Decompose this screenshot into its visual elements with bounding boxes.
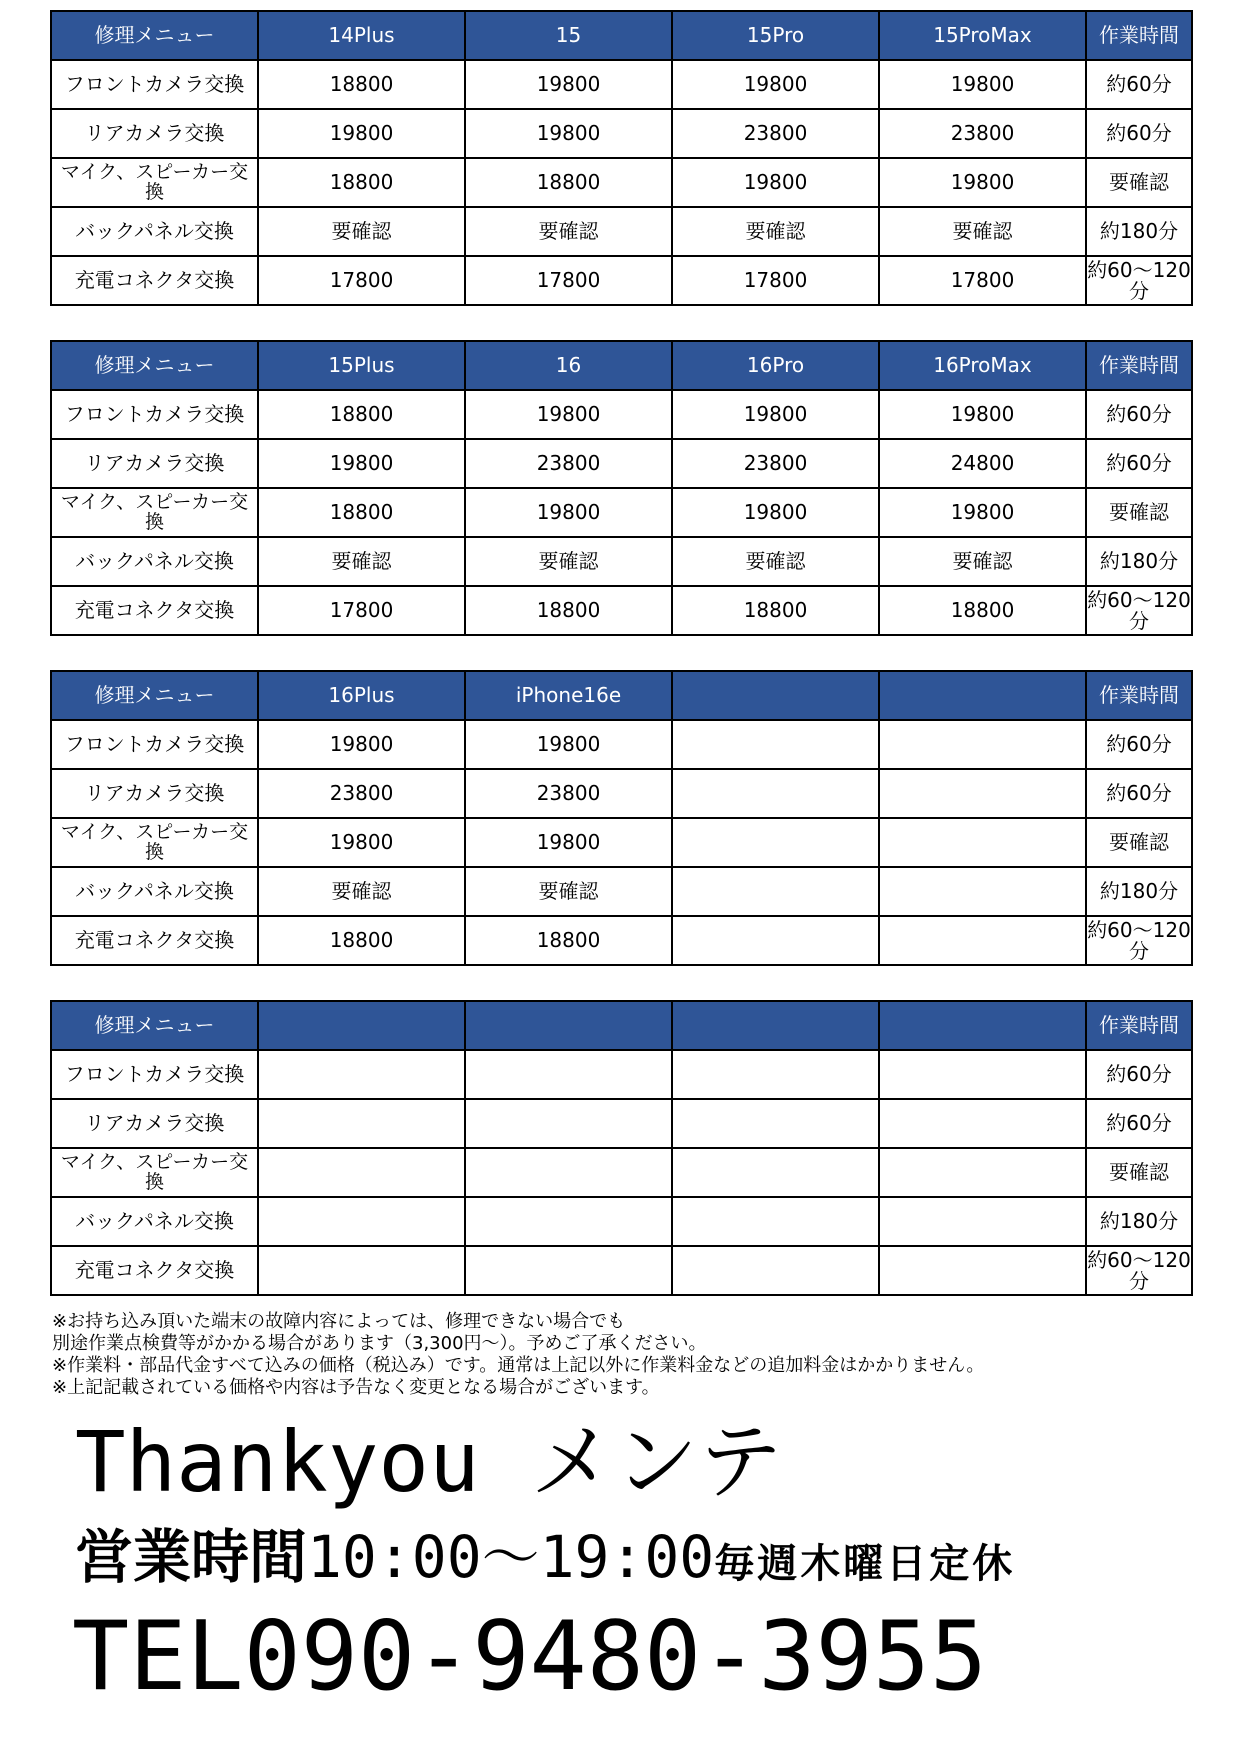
table-row	[51, 109, 1192, 158]
price-cell	[672, 720, 879, 769]
price-cell	[672, 1050, 879, 1099]
header-menu: 修理メニュー	[51, 671, 258, 720]
header-model	[465, 1001, 672, 1050]
price-cell: 23800	[465, 769, 672, 818]
price-cell: 23800	[879, 109, 1086, 158]
price-cell: 19800	[465, 720, 672, 769]
time-cell: 約60～120分	[1086, 586, 1192, 635]
price-cell: 要確認	[465, 207, 672, 256]
table-row	[51, 769, 1192, 818]
header-model	[672, 671, 879, 720]
menu-name-cell: 充電コネクタ交換	[51, 1246, 258, 1295]
time-cell: 要確認	[1086, 488, 1192, 537]
price-cell: 19800	[258, 439, 465, 488]
price-cell: 18800	[258, 488, 465, 537]
price-table-2	[50, 340, 1193, 636]
menu-name-cell: 充電コネクタ交換	[51, 256, 258, 305]
price-cell: 19800	[258, 109, 465, 158]
price-cell: 19800	[672, 158, 879, 207]
price-cell: 19800	[879, 158, 1086, 207]
price-cell: 19800	[879, 488, 1086, 537]
time-cell: 約60～120分	[1086, 256, 1192, 305]
table-row	[51, 1148, 1192, 1197]
price-cell: 19800	[465, 60, 672, 109]
menu-name-cell: リアカメラ交換	[51, 769, 258, 818]
price-cell	[672, 1148, 879, 1197]
price-cell: 17800	[258, 256, 465, 305]
price-cell	[672, 1246, 879, 1295]
header-model	[879, 671, 1086, 720]
header-model: 15Pro	[672, 11, 879, 60]
time-cell: 要確認	[1086, 1148, 1192, 1197]
price-cell	[672, 916, 879, 965]
table-header-row	[51, 671, 1192, 720]
price-cell: 19800	[879, 60, 1086, 109]
price-cell: 19800	[465, 818, 672, 867]
note-line: ※お持ち込み頂いた端末の故障内容によっては、修理できない場合でも	[52, 1311, 626, 1332]
price-cell: 19800	[672, 488, 879, 537]
header-time: 作業時間	[1086, 11, 1192, 60]
price-cell: 23800	[672, 439, 879, 488]
menu-name-cell: フロントカメラ交換	[51, 720, 258, 769]
price-cell	[672, 1197, 879, 1246]
table-row	[51, 1246, 1192, 1295]
phone-number[interactable]: TEL090-9480-3955	[72, 1602, 988, 1712]
time-cell: 約60分	[1086, 1099, 1192, 1148]
price-cell: 要確認	[879, 537, 1086, 586]
time-cell: 約60分	[1086, 439, 1192, 488]
time-cell: 約60～120分	[1086, 916, 1192, 965]
price-cell	[465, 1050, 672, 1099]
note-line: 別途作業点検費等がかかる場合があります（3,300円～）。予めご了承ください。	[52, 1333, 707, 1354]
price-cell	[672, 1099, 879, 1148]
menu-name-cell: バックパネル交換	[51, 207, 258, 256]
header-model: 16Pro	[672, 341, 879, 390]
price-cell	[465, 1246, 672, 1295]
table-row	[51, 916, 1192, 965]
header-time: 作業時間	[1086, 341, 1192, 390]
hours-label: 営業時間	[75, 1523, 308, 1591]
table-row	[51, 390, 1192, 439]
price-cell: 18800	[465, 586, 672, 635]
table-header-row	[51, 341, 1192, 390]
holiday-note: 毎週木曜日定休	[714, 1541, 1016, 1587]
menu-name-cell: リアカメラ交換	[51, 439, 258, 488]
menu-name-cell: フロントカメラ交換	[51, 1050, 258, 1099]
price-cell	[258, 1246, 465, 1295]
table-row	[51, 439, 1192, 488]
header-model: 16Plus	[258, 671, 465, 720]
price-cell: 18800	[672, 586, 879, 635]
header-model: 14Plus	[258, 11, 465, 60]
price-cell	[258, 1197, 465, 1246]
price-cell	[672, 818, 879, 867]
price-cell: 19800	[879, 390, 1086, 439]
menu-name-cell: バックパネル交換	[51, 1197, 258, 1246]
menu-name-cell: マイク、スピーカー交換	[51, 818, 258, 867]
table-header-row	[51, 11, 1192, 60]
hours-range: 10:00～19:00	[307, 1523, 715, 1591]
price-table-3	[50, 670, 1193, 966]
price-cell: 18800	[465, 916, 672, 965]
time-cell: 要確認	[1086, 818, 1192, 867]
price-cell: 24800	[879, 439, 1086, 488]
price-cell	[258, 1050, 465, 1099]
time-cell: 約60分	[1086, 1050, 1192, 1099]
time-cell: 要確認	[1086, 158, 1192, 207]
price-cell	[879, 818, 1086, 867]
header-menu: 修理メニュー	[51, 1001, 258, 1050]
table-row	[51, 488, 1192, 537]
menu-name-cell: バックパネル交換	[51, 537, 258, 586]
price-cell: 23800	[258, 769, 465, 818]
price-cell: 23800	[672, 109, 879, 158]
price-cell: 19800	[672, 60, 879, 109]
price-cell: 要確認	[258, 207, 465, 256]
price-cell: 18800	[465, 158, 672, 207]
menu-name-cell: リアカメラ交換	[51, 109, 258, 158]
header-time: 作業時間	[1086, 1001, 1192, 1050]
price-cell	[879, 1246, 1086, 1295]
header-menu: 修理メニュー	[51, 11, 258, 60]
price-cell	[672, 769, 879, 818]
price-cell	[258, 1148, 465, 1197]
price-cell	[879, 867, 1086, 916]
time-cell: 約180分	[1086, 207, 1192, 256]
menu-name-cell: 充電コネクタ交換	[51, 586, 258, 635]
price-cell: 17800	[465, 256, 672, 305]
table-row	[51, 1197, 1192, 1246]
price-cell	[879, 769, 1086, 818]
price-cell: 18800	[879, 586, 1086, 635]
price-cell: 18800	[258, 60, 465, 109]
price-cell: 要確認	[465, 867, 672, 916]
price-cell: 19800	[672, 390, 879, 439]
time-cell: 約60～120分	[1086, 1246, 1192, 1295]
table-row	[51, 1099, 1192, 1148]
header-model	[672, 1001, 879, 1050]
header-time: 作業時間	[1086, 671, 1192, 720]
price-cell: 18800	[258, 916, 465, 965]
price-cell	[879, 1197, 1086, 1246]
price-cell: 19800	[258, 818, 465, 867]
menu-name-cell: バックパネル交換	[51, 867, 258, 916]
header-model	[258, 1001, 465, 1050]
note-line: ※作業料・部品代金すべて込みの価格（税込み）です。通常は上記以外に作業料金などの追加料金はかかりません。	[52, 1355, 985, 1376]
time-cell: 約60分	[1086, 390, 1192, 439]
table-row	[51, 818, 1192, 867]
price-cell: 19800	[465, 488, 672, 537]
menu-name-cell: フロントカメラ交換	[51, 60, 258, 109]
note-line: ※上記記載されている価格や内容は予告なく変更となる場合がございます。	[52, 1377, 660, 1398]
price-cell: 要確認	[672, 207, 879, 256]
header-model: 15Plus	[258, 341, 465, 390]
menu-name-cell: リアカメラ交換	[51, 1099, 258, 1148]
menu-name-cell: マイク、スピーカー交換	[51, 1148, 258, 1197]
price-cell: 23800	[465, 439, 672, 488]
time-cell: 約180分	[1086, 537, 1192, 586]
header-model: iPhone16e	[465, 671, 672, 720]
menu-name-cell: マイク、スピーカー交換	[51, 158, 258, 207]
price-cell	[465, 1099, 672, 1148]
price-cell	[879, 720, 1086, 769]
price-cell: 要確認	[465, 537, 672, 586]
menu-name-cell: フロントカメラ交換	[51, 390, 258, 439]
time-cell: 約60分	[1086, 109, 1192, 158]
price-cell: 19800	[465, 109, 672, 158]
menu-name-cell: 充電コネクタ交換	[51, 916, 258, 965]
price-cell: 18800	[258, 158, 465, 207]
table-row	[51, 60, 1192, 109]
header-model	[879, 1001, 1086, 1050]
header-menu: 修理メニュー	[51, 341, 258, 390]
table-row	[51, 720, 1192, 769]
price-cell	[465, 1148, 672, 1197]
table-row	[51, 586, 1192, 635]
notes	[52, 1311, 1212, 1399]
header-model: 15	[465, 11, 672, 60]
price-cell	[879, 1148, 1086, 1197]
table-row	[51, 256, 1192, 305]
price-cell: 要確認	[258, 867, 465, 916]
price-cell: 要確認	[879, 207, 1086, 256]
price-cell: 17800	[879, 256, 1086, 305]
price-cell: 要確認	[258, 537, 465, 586]
price-table-4	[50, 1000, 1193, 1296]
table-header-row	[51, 1001, 1192, 1050]
header-model: 16ProMax	[879, 341, 1086, 390]
price-cell: 18800	[258, 390, 465, 439]
menu-name-cell: マイク、スピーカー交換	[51, 488, 258, 537]
price-cell	[879, 916, 1086, 965]
table-row	[51, 537, 1192, 586]
price-cell	[465, 1197, 672, 1246]
time-cell: 約60分	[1086, 60, 1192, 109]
price-cell	[879, 1050, 1086, 1099]
price-cell: 17800	[258, 586, 465, 635]
price-cell: 要確認	[672, 537, 879, 586]
time-cell: 約180分	[1086, 1197, 1192, 1246]
price-cell	[672, 867, 879, 916]
header-model: 16	[465, 341, 672, 390]
time-cell: 約60分	[1086, 769, 1192, 818]
time-cell: 約60分	[1086, 720, 1192, 769]
table-row	[51, 1050, 1192, 1099]
business-hours	[75, 1523, 1016, 1591]
price-table-1	[50, 10, 1193, 306]
price-cell: 19800	[465, 390, 672, 439]
table-row	[51, 158, 1192, 207]
header-model: 15ProMax	[879, 11, 1086, 60]
price-cell	[879, 1099, 1086, 1148]
price-cell: 19800	[258, 720, 465, 769]
price-cell	[258, 1099, 465, 1148]
table-row	[51, 867, 1192, 916]
table-row	[51, 207, 1192, 256]
time-cell: 約180分	[1086, 867, 1192, 916]
price-cell: 17800	[672, 256, 879, 305]
shop-name: Thankyou メンテ	[75, 1413, 783, 1511]
